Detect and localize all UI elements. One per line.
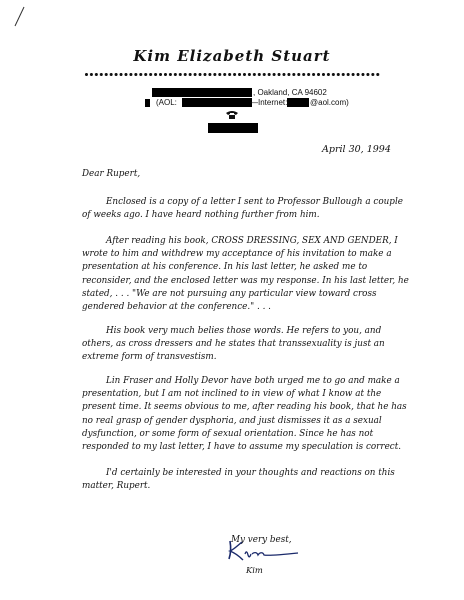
redaction-internet	[287, 98, 309, 107]
letterhead-dotted-rule	[84, 72, 380, 77]
address-city: , Oakland, CA 94602	[253, 88, 327, 97]
telephone-icon	[225, 110, 239, 120]
paragraph-5: I'd certainly be interested in your thoughts and reactions on this matter, Rupert.	[82, 468, 395, 492]
redaction-aol	[182, 98, 252, 107]
internet-label: —Internet:	[250, 98, 288, 107]
paragraph-2: After reading his book, CROSS DRESSING, SEX AND GENDER, I wrote to him and withdrew my acceptance of his invitation to make a presentation at his conference. In his last letter, he asked me to reconsider, and the enclosed letter was my response. In his last letter, he stated, . . . "We are not pursuing any particular view toward cross gendered behavior at the conference." . . .	[82, 236, 409, 313]
handwritten-signature	[224, 537, 304, 563]
letter-date: April 30, 1994	[322, 144, 391, 155]
letter-body-4	[82, 375, 414, 454]
redaction-phone-prefix	[145, 99, 150, 107]
pen-mark	[12, 6, 26, 28]
redaction-phone	[208, 123, 258, 133]
salutation: Dear Rupert,	[82, 169, 141, 179]
paragraph-1: Enclosed is a copy of a letter I sent to Professor Bullough a couple of weeks ago. I have heard nothing further from him.	[82, 197, 403, 221]
letter-body-2	[82, 235, 414, 314]
closing: My very best,	[231, 535, 292, 545]
aol-label: (AOL:	[156, 98, 177, 107]
aol-domain: @aol.com)	[310, 98, 349, 107]
letter-body-3	[82, 325, 414, 365]
redaction-street	[152, 88, 252, 97]
letter-body-5	[82, 467, 414, 493]
paragraph-4: Lin Fraser and Holly Devor have both urged me to go and make a presentation, but I am not inclined to in view of what I know at the present time. It seems obvious to me, after reading his book, that he has no real grasp of gender dysphoria, and just dismisses it as a sexual dysfunction, or some form of sexual orientation. Since he has not responded to my last letter, I have to assume my speculation is correct.	[82, 376, 407, 453]
letter-body	[82, 196, 414, 222]
letterhead-name: Kim Elizabeth Stuart	[133, 47, 331, 65]
paragraph-3: His book very much belies those words. He refers to you, and others, as cross dressers and he states that transsexuality is just an extreme form of transvestism.	[82, 326, 385, 363]
signed-name: Kim	[246, 565, 263, 575]
